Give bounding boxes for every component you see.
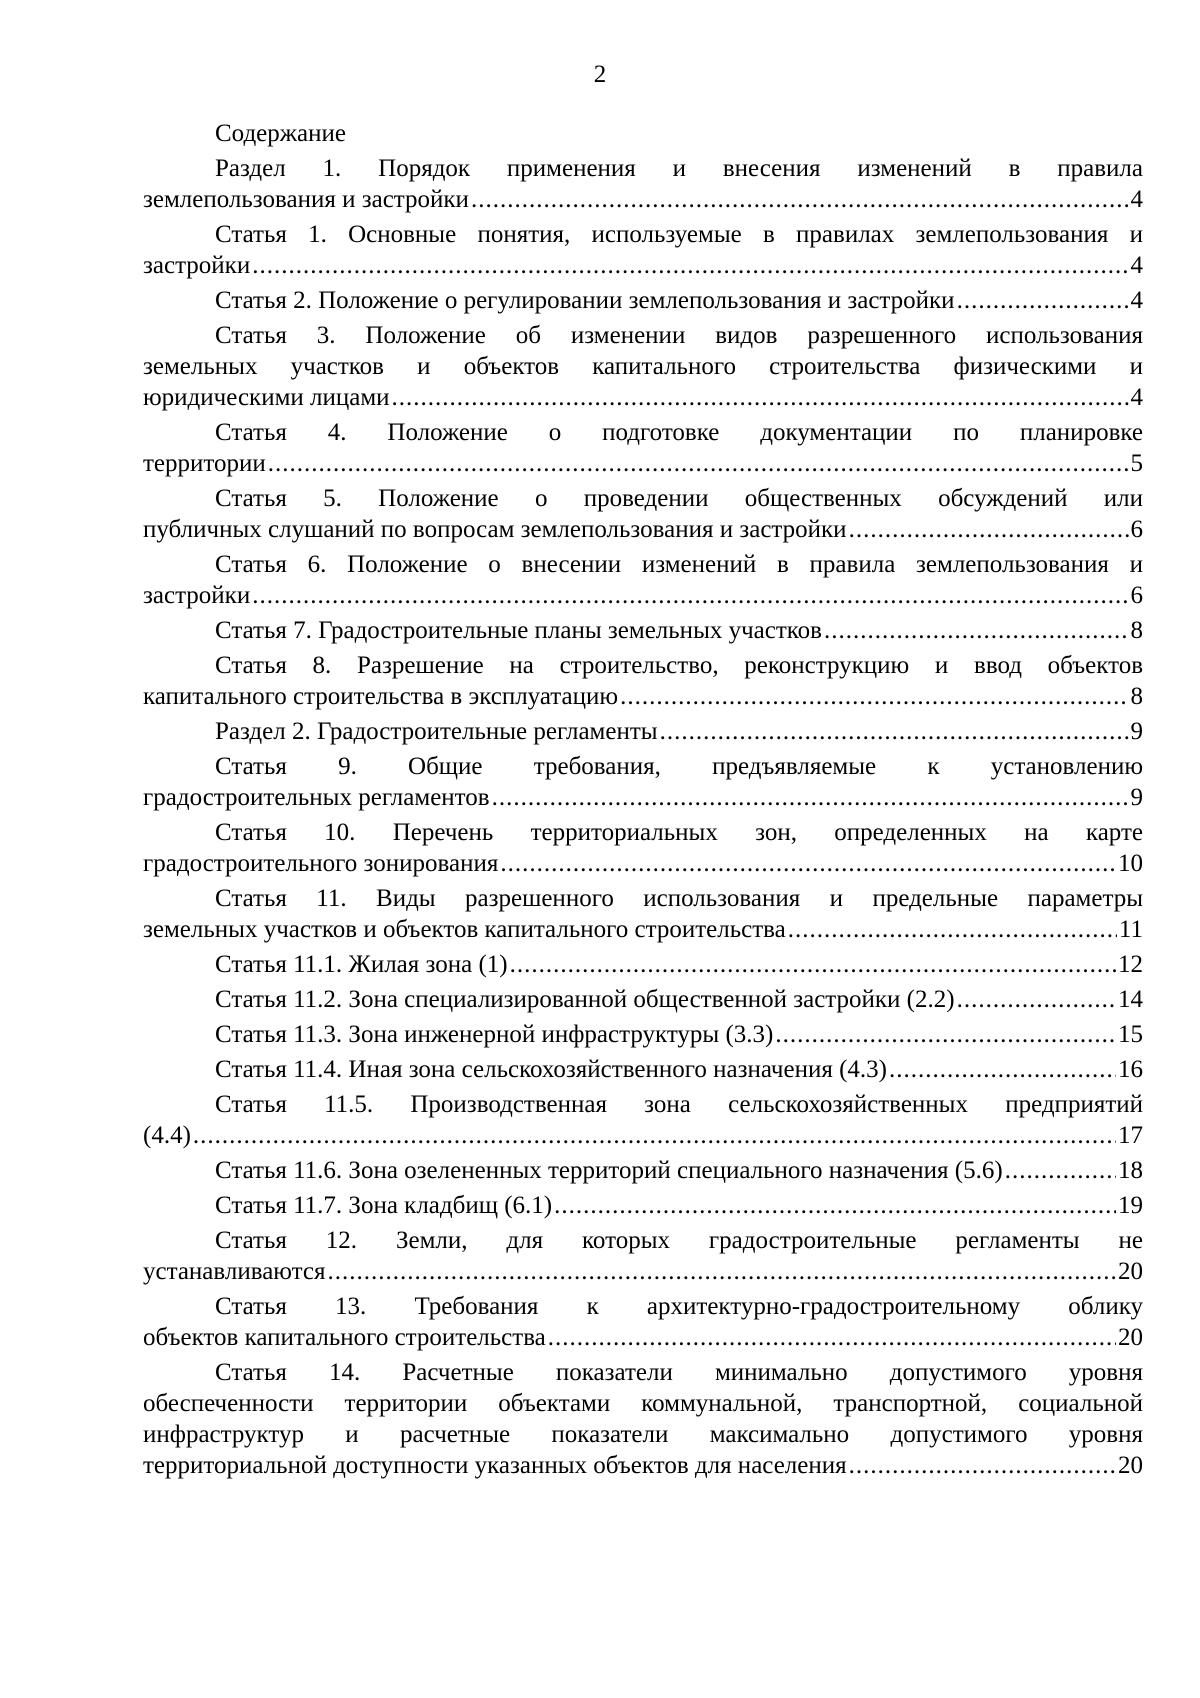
toc-entry [143,984,1143,1015]
toc-entry-page-number: 9 [1130,784,1143,811]
toc-entry-page-number: 18 [1118,1157,1143,1184]
toc-entry-line: Статья 11.5. Производственная зона сельскохозяйственных предприятий [215,1091,1143,1118]
dot-leader [193,1120,1116,1151]
toc-entry-title: Статья 11.2. Зона специализированной общественной застройки (2.2) [215,986,955,1013]
dot-leader [788,914,1117,945]
table-of-contents [143,118,1143,1485]
toc-entry-last-line [143,1155,1143,1186]
toc-entry-last-line [143,184,1143,215]
toc-entry [143,219,1143,281]
toc-entry-page-number: 5 [1130,450,1143,477]
toc-entry-line: Статья 4. Положение о подготовке документации по планировке [215,419,1143,446]
toc-entry [143,549,1143,611]
dot-leader [392,382,1129,413]
toc-entry [143,650,1143,712]
toc-entry-page-number: 4 [1130,252,1143,279]
toc-entry [143,417,1143,479]
toc-entry [143,751,1143,813]
toc-entry [143,1225,1143,1287]
toc-entry-line: Статья 3. Положение об изменении видов разрешенного использования [215,322,1143,349]
toc-entry [143,883,1143,945]
toc-entry-last-line [143,514,1143,545]
toc-entry-line: обеспеченности территории объектами коммунальной, транспортной, социальной [143,1390,1143,1417]
toc-entry-title: Статья 2. Положение о регулировании землепользования и застройки [215,287,955,314]
toc-entry [143,1155,1143,1186]
toc-entry-last-line [143,250,1143,281]
toc-entry-title: устанавливаются [143,1258,326,1285]
dot-leader [957,285,1129,316]
toc-entry-last-line [143,1450,1143,1481]
toc-entry [143,949,1143,980]
toc-entry-line: Статья 8. Разрешение на строительство, реконструкцию и ввод объектов [215,652,1143,679]
toc-entry-line: Статья 10. Перечень территориальных зон, определенных на карте [215,819,1143,846]
toc-entry-title: публичных слушаний по вопросам землепользования и застройки [143,516,847,543]
toc-entry-line: Статья 14. Расчетные показатели минимально допустимого уровня [215,1359,1143,1386]
toc-entry-page-number: 4 [1130,384,1143,411]
toc-entry [143,817,1143,879]
toc-entry-title: (4.4) [143,1122,191,1149]
toc-entry [143,615,1143,646]
dot-leader [554,1190,1116,1221]
page-number: 2 [593,61,607,88]
toc-entry-line: Раздел 1. Порядок применения и внесения изменений в правила [215,155,1143,182]
toc-entry-last-line [143,615,1143,646]
dot-leader [1005,1155,1116,1186]
dot-leader [660,716,1129,747]
toc-entry-last-line [143,949,1143,980]
toc-entry-page-number: 6 [1130,582,1143,609]
toc-entry-title: градостроительного зонирования [143,850,499,877]
toc-entry-last-line [143,782,1143,813]
toc-entry-last-line [143,1054,1143,1085]
dot-leader [620,681,1128,712]
toc-entry [143,320,1143,413]
toc-entry-page-number: 17 [1118,1122,1143,1149]
toc-entry [143,1089,1143,1151]
toc-entry-title: землепользования и застройки [143,186,469,213]
toc-entry-last-line [143,716,1143,747]
dot-leader [268,448,1129,479]
dot-leader [471,184,1129,215]
toc-entry-title: Статья 7. Градостроительные планы земельных участков [215,617,822,644]
dot-leader [492,782,1129,813]
toc-entry-title: Статья 11.6. Зона озелененных территорий специального назначения (5.6) [215,1157,1003,1184]
dot-leader [889,1054,1116,1085]
toc-entry [143,1357,1143,1481]
dot-leader [510,949,1116,980]
toc-entry-page-number: 20 [1118,1452,1143,1479]
toc-entry-title: Статья 11.7. Зона кладбищ (6.1) [215,1192,553,1219]
toc-entry-last-line [143,914,1143,945]
dot-leader [849,1450,1116,1481]
toc-entry-title: объектов капитального строительства [143,1324,546,1351]
toc-entry-title: градостроительных регламентов [143,784,490,811]
toc-entry [143,153,1143,215]
toc-entry-page-number: 12 [1118,951,1143,978]
toc-entry-page-number: 6 [1130,516,1143,543]
toc-entry-line: инфраструктур и расчетные показатели максимально допустимого уровня [143,1421,1143,1448]
toc-entry-page-number: 19 [1118,1192,1143,1219]
toc-entry-page-number: 4 [1130,186,1143,213]
toc-entry-page-number: 10 [1118,850,1143,877]
toc-entry-page-number: 11 [1118,916,1143,943]
toc-entry-line: Статья 5. Положение о проведении общественных обсуждений или [215,485,1143,512]
toc-entry-title: капитального строительства в эксплуатацию [143,683,619,710]
toc-entry-last-line [143,848,1143,879]
toc-entry-page-number: 16 [1118,1056,1143,1083]
toc-entry-page-number: 9 [1130,718,1143,745]
toc-entry [143,1054,1143,1085]
dot-leader [252,250,1128,281]
toc-entry-page-number: 15 [1118,1021,1143,1048]
toc-entry-last-line [143,1019,1143,1050]
toc-entry-last-line [143,285,1143,316]
toc-entry [143,1190,1143,1221]
toc-entry-line: Статья 9. Общие требования, предъявляемые к установлению [215,753,1143,780]
dot-leader [849,514,1129,545]
toc-entry-title: Статья 11.3. Зона инженерной инфраструктуры (3.3) [215,1021,774,1048]
toc-entry-title: юридическими лицами [143,384,390,411]
toc-entry-line: Статья 6. Положение о внесении изменений в правила землепользования и [215,551,1143,578]
toc-entry-page-number: 8 [1130,617,1143,644]
toc-entry-last-line [143,681,1143,712]
toc-entry-last-line [143,382,1143,413]
toc-entry-title: Статья 11.1. Жилая зона (1) [215,951,508,978]
toc-entry-line: Статья 13. Требования к архитектурно-градостроительному облику [215,1293,1143,1320]
toc-entry-title: застройки [143,252,251,279]
toc-entry-page-number: 20 [1118,1324,1143,1351]
toc-entry [143,483,1143,545]
toc-entry-last-line [143,1256,1143,1287]
toc-entry-line: Статья 1. Основные понятия, используемые в правилах землепользования и [215,221,1143,248]
toc-entry-title: территориальной доступности указанных объектов для населения [143,1452,847,1479]
dot-leader [957,984,1116,1015]
toc-entry-last-line [143,1120,1143,1151]
dot-leader [327,1256,1116,1287]
toc-entry-title: земельных участков и объектов капитального строительства [143,916,786,943]
toc-entry-page-number: 14 [1118,986,1143,1013]
toc-entry-title: застройки [143,582,251,609]
toc-entry [143,1291,1143,1353]
toc-entry-line: земельных участков и объектов капитального строительства физическими и [143,353,1143,380]
toc-entry-page-number: 4 [1130,287,1143,314]
toc-entry-title: Статья 11.4. Иная зона сельскохозяйственного назначения (4.3) [215,1056,887,1083]
dot-leader [252,580,1128,611]
toc-entry-page-number: 8 [1130,683,1143,710]
toc-entry-last-line [143,448,1143,479]
dot-leader [548,1322,1116,1353]
toc-entry-line: Статья 11. Виды разрешенного использования и предельные параметры [215,885,1143,912]
toc-entry-page-number: 20 [1118,1258,1143,1285]
toc-entry-last-line [143,1190,1143,1221]
toc-entry [143,716,1143,747]
toc-entry-last-line [143,580,1143,611]
toc-entry [143,1019,1143,1050]
dot-leader [824,615,1129,646]
toc-entry-title: территории [143,450,266,477]
toc-entry [143,285,1143,316]
toc-entry-last-line [143,984,1143,1015]
toc-entry-last-line [143,1322,1143,1353]
dot-leader [500,848,1116,879]
toc-entries [143,153,1143,1481]
toc-entry-title: Раздел 2. Градостроительные регламенты [215,718,658,745]
toc-entry-line: Статья 12. Земли, для которых градостроительные регламенты не [215,1227,1143,1254]
toc-heading: Содержание [215,120,346,147]
dot-leader [775,1019,1116,1050]
